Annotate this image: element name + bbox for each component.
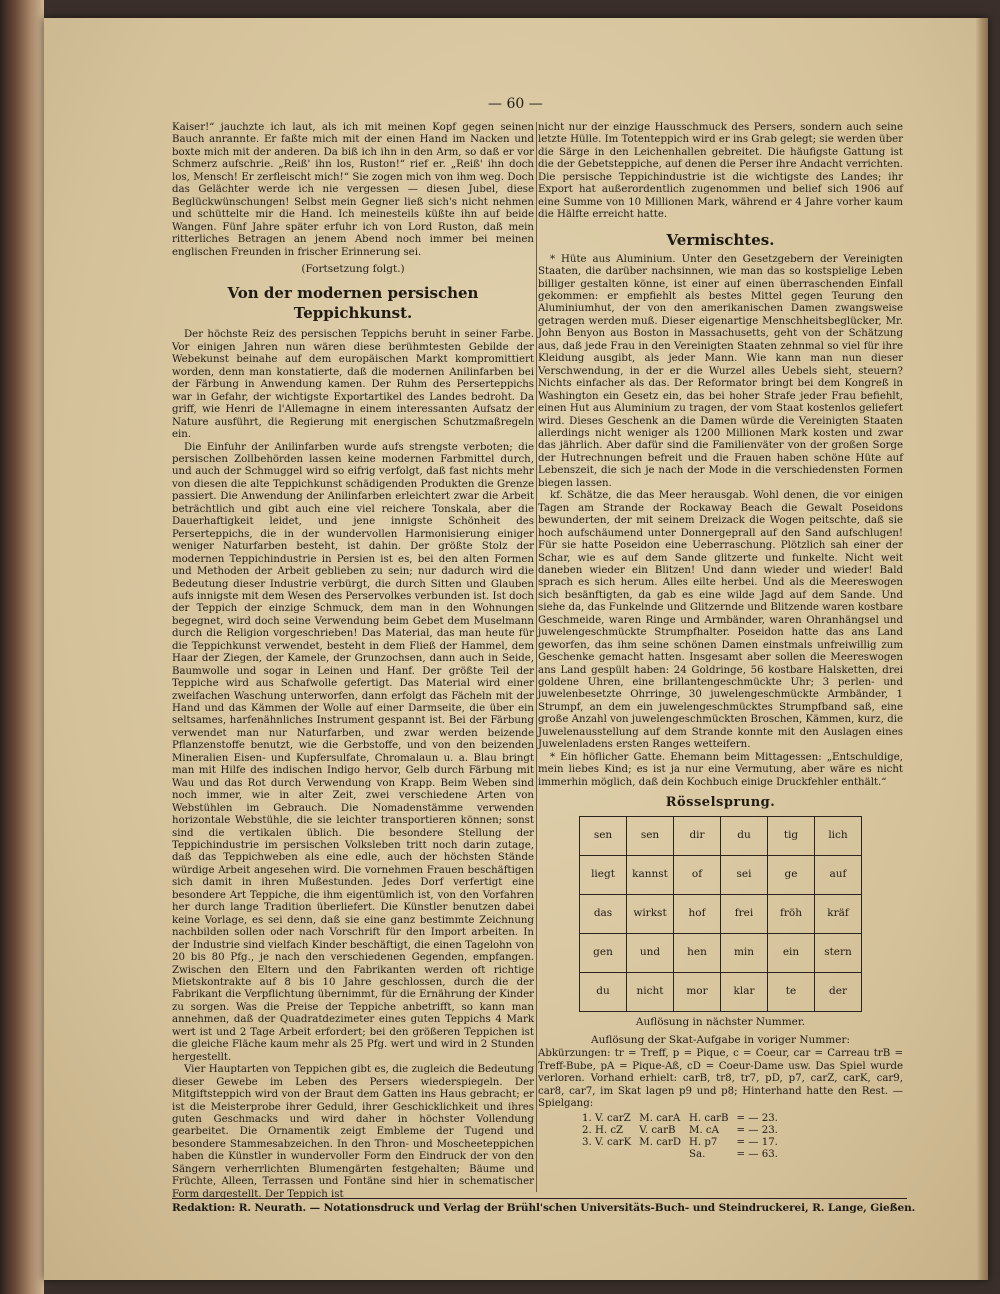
score-cell [639, 1149, 689, 1161]
puzzle-cell: du [580, 972, 627, 1011]
puzzle-row [580, 933, 862, 972]
puzzle-cell: kräf [815, 894, 862, 933]
score-cell [582, 1149, 639, 1161]
misc-item: * Hüte aus Aluminium. Unter den Gesetzgebern der Vereinigten Staaten, die darüber nachsinnen, wie man das so kostspielige Leben billiger gestalten könne, ist einer auf einen überraschenden Einfall gekommen: er empfiehlt als bestes Mittel gegen Teurung den Aluminiumhut, der von den amerikanischen Damen zwangsweise getragen werden muß. Dieser eigenartige Menschheitsbeglücker, Mr. John Benyon aus Boston in Massachusetts, geht von der Schätzung aus, daß jede Frau in den Vereinigten Staaten zehnmal so viel für ihre Kleidung ausgibt, als jeder Mann. Wie kann man nun dieser Verschwendung, in der er die Wurzel alles Uebels sieht, steuern? Nichts einfacher als das. Der Reformator bringt bei dem Kongreß in Washington ein Gesetz ein, das bei hoher Strafe jeder Frau befiehlt, einen Hut aus Aluminium zu tragen, der vom Staat kostenlos geliefert wird. Dieses Geschenk an die Damen würde die Vereinigten Staaten allerdings nicht weniger als 1200 Millionen Mark kosten und zwar das jährlich. Aber dafür sind die Familienväter von der großen Sorge der Hutrechnungen befreit und die Frauen haben schöne Hüte auf Lebenszeit, die sich je nach der Mode in die verschiedensten Formen biegen lassen. [538, 253, 903, 489]
puzzle-row [580, 855, 862, 894]
puzzle-cell: mor [674, 972, 721, 1011]
puzzle-cell: der [815, 972, 862, 1011]
puzzle-cell: wirkst [627, 894, 674, 933]
puzzle-cell: lich [815, 816, 862, 855]
puzzle-cell: gen [580, 933, 627, 972]
puzzle-cell: sei [721, 855, 768, 894]
puzzle-cell: kannst [627, 855, 674, 894]
left-column [172, 122, 534, 1201]
puzzle-cell: hof [674, 894, 721, 933]
puzzle-cell: tig [768, 816, 815, 855]
score-row [582, 1125, 786, 1137]
column-divider [536, 122, 537, 1192]
score-cell: 1. V. carZ [582, 1112, 631, 1124]
puzzle-cell: auf [815, 855, 862, 894]
puzzle-title: Rösselsprung. [665, 795, 776, 811]
score-cell: H. carB [689, 1112, 729, 1124]
book-spine-edge [0, 0, 44, 1294]
score-cell: M. carA [639, 1112, 681, 1124]
score-cell: V. carB [639, 1124, 676, 1136]
puzzle-cell: of [674, 855, 721, 894]
puzzle-cell: ge [768, 855, 815, 894]
puzzle-cell: das [580, 894, 627, 933]
article-title: Von der modernen persischen Teppichkunst. [227, 284, 479, 323]
skat-solution-title: Auflösung der Skat-Aufgabe in voriger Nummer: [590, 1034, 851, 1047]
score-row [582, 1113, 786, 1125]
puzzle-cell: stern [815, 933, 862, 972]
puzzle-cell: nicht [627, 972, 674, 1011]
right-column [538, 122, 903, 1161]
score-cell: M. carD [639, 1136, 682, 1148]
misc-title: Vermischtes. [666, 230, 775, 249]
puzzle-cell: fröh [768, 894, 815, 933]
puzzle-cell: du [721, 816, 768, 855]
puzzle-cell: dir [674, 816, 721, 855]
article-paragraph: Vier Hauptarten von Teppichen gibt es, die zugleich die Bedeutung dieser Gewebe im Leben des Persers wiederspiegeln. Der Mitgiftsteppich wird von der Braut dem Gatten ins Haus gebracht; er ist die Meisterprobe ihrer Geduld, ihrer Geschicklichkeit und ihres guten Geschmacks und wird daher in höchster Vollendung gearbeitet. Die Ornamentik zeigt Embleme der Tugend und besondere Stammesabzeichen. In den Thron- und Moscheeteppichen haben die Künstler in wundervoller Form den Eindruck der von den Sängern verherrlichten Blumengärten festgehalten; Bäume und Früchte, Alleen, Terrassen und Fontäne sind hier in schematischer Form dargestellt. Der Teppich ist [172, 1064, 534, 1200]
page-stack-edge [976, 18, 988, 1280]
puzzle-cell: ein [768, 933, 815, 972]
score-cell: H. p7 [689, 1136, 718, 1148]
score-row [582, 1137, 786, 1149]
puzzle-cell: te [768, 972, 815, 1011]
puzzle-cell: klar [721, 972, 768, 1011]
score-cell: = — 23. [736, 1124, 778, 1136]
article-paragraph: Die Einfuhr der Anilinfarben wurde aufs strengste verboten; die persischen Zollbehörden lassen keine modernen Farbmittel durch, und auch der Schmuggel wird so eifrig verfolgt, daß fast nichts mehr von diesen die alte Teppichkunst schädigenden Produkten die Grenze passiert. Die Anwendung der Anilinfarben erleichtert zwar die Arbeit beträchtlich und gibt auch eine viel reichere Tonskala, aber die Dauerhaftigkeit leidet, und jene innigste Schönheit des Perserteppichs, die in der wundervollen Harmonisierung einiger weniger Naturfarben besteht, ist dahin. Der größte Stolz der modernen Teppichindustrie in Persien ist es, bei den alten Formen und Methoden der Arbeit geblieben zu sein; nur dadurch wird die Bedeutung dieser Industrie verbürgt, die durch Sitten und Glauben aufs innigste mit dem Wesen des Perservolkes verbunden ist. Ist doch der Teppich der einzige Schmuck, dem man in den Wohnungen begegnet, wird doch seine Verwendung beim Gebet dem Muselmann durch die Religion vorgeschrieben! Das Material, das man heute für die Teppichkunst verwendet, besteht in dem Fließ der Hammel, dem Haar der Ziegen, der Kamele, der Grunzochsen, dann auch in Seide, Baumwolle und sogar in Leinen und Hanf. Der größte Teil der Teppiche wird aus Schafwolle gefertigt. Das Material wird einer zweifachen Waschung unterworfen, dann erfolgt das Fächeln mit der Hand und das Kämmen der Wolle auf einer Darmseite, die über ein seltsames, harfenähnliches Instrument gespannt ist. Bei der Färbung verwendet man nur Naturfarben, und zwar werden beizende Pflanzenstoffe benutzt, wie die Gerbstoffe, und von den beizenden Mineralien Eisen- und Kupfersulfate, Chromalaun u. a. Blau bringt man mit Hilfe des indischen Indigo hervor, Gelb durch Färbung mit Wau und das Rot durch Verwendung von Krapp. Beim Weben sind noch immer, wie in alter Zeit, zwei verschiedene Arten von Webstühlen im Gebrauch. Die Nomadenstämme verwenden horizontale Webstühle, die sie leichter transportieren können; sonst sind die vertikalen üblich. Die besondere Stellung der Teppichindustrie im persischen Volksleben tritt noch darin zutage, daß das Teppichweben als eine edle, auch der höchsten Stände würdige Arbeit angesehen wird. Die vornehmen Frauen beschäftigen sich damit in ihren Mußestunden. Jedes Dorf verfertigt eine besondere Art Teppiche, die ihm eigentümlich ist, von den Vorfahren her durch lange Tradition überliefert. Die Künstler benutzen dabei keine Vorlage, es sei denn, daß sie eine ganz bestimmte Zeichnung nachbilden sollen oder nach Vorschrift für den Import arbeiten. In der Industrie sind vielfach Kinder beschäftigt, die einen Tagelohn von 20 bis 80 Pfg., je nach den verschiedenen Gegenden, empfangen. Zwischen den Eltern und den Fabrikanten werden oft richtige Mietskontrakte auf 8 bis 10 Jahre geschlossen, durch die der Fabrikant die Verpflichtung übernimmt, für die Ernährung der Kinder zu sorgen. Was die Preise der Teppiche anbetrifft, so kann man annehmen, daß der Quadratdezimeter eines guten Teppichs 4 Mark wert ist und 2 Tage Arbeit erfordert; bei den größeren Teppichen ist die gleiche Fläche kaum mehr als 25 Pfg. wert und wird in 2 Stunden hergestellt. [172, 441, 534, 1063]
puzzle-row [580, 894, 862, 933]
puzzle-cell: hen [674, 933, 721, 972]
puzzle-cell: sen [580, 816, 627, 855]
misc-item: * Ein höflicher Gatte. Ehemann beim Mittagessen: „Entschuldige, mein liebes Kind; es ist ja nur eine Vermutung, aber wäre es nicht immerhin möglich, daß dein Kochbuch einige Druckfehler enthält.“ [538, 751, 903, 788]
puzzle-cell: und [627, 933, 674, 972]
score-cell: M. cA [689, 1124, 719, 1136]
puzzle-cell: sen [627, 816, 674, 855]
score-cell: = — 63. [736, 1148, 778, 1160]
imprint-footer: Redaktion: R. Neurath. — Notationsdruck und Verlag der Brühl'schen Universitäts-Buch- und Steindruckerei, R. Lange, Gießen. [172, 1198, 907, 1214]
puzzle-row [580, 972, 862, 1011]
continued-note: (Fortsetzung folgt.) [301, 262, 405, 275]
skat-score-table [582, 1113, 786, 1161]
article-continuation: nicht nur der einzige Hausschmuck des Persers, sondern auch seine letzte Hülle. Im Totenteppich wird er ins Grab gelegt; sie werden über die Särge in den Leichenhallen gebreitet. Die häufigste Gattung ist die der Gebetsteppiche, auf denen die Perser ihre Andacht verrichten. Die persische Teppichindustrie ist die wichtigste des Landes; ihr Export hat außerordentlich zugenommen und belief sich 1906 auf eine Summe von 10 Millionen Mark, während er 4 Jahre vorher kaum die Hälfte erreicht hatte. [538, 122, 903, 221]
score-cell: 3. V. carK [582, 1136, 632, 1148]
page-number: — 60 — [488, 96, 543, 112]
puzzle-cell: frei [721, 894, 768, 933]
score-cell: Sa. [689, 1148, 706, 1160]
score-row [582, 1149, 786, 1161]
article-paragraph: Der höchste Reiz des persischen Teppichs beruht in seiner Farbe. Vor einigen Jahren nun wären diese berühmtesten Gebilde der Webekunst beinahe auf dem europäischen Markt kompromittiert worden, denn man konstatierte, daß die modernen Anilinfarben bei der Färbung in Anwendung kamen. Der Ruhm des Perserteppichs war in Gefahr, der wichtigste Exportartikel des Landes bedroht. Da griff, wie Henri de l'Allemagne in einem interessanten Aufsatz der Nature ausführt, die Regierung mit energischen Schutzmaßregeln ein. [172, 329, 534, 441]
puzzle-solution-note: Auflösung in nächster Nummer. [635, 1015, 806, 1028]
score-cell: 2. H. cZ [582, 1124, 624, 1136]
puzzle-row [580, 816, 862, 855]
story-ending-paragraph: Kaiser!“ jauchzte ich laut, als ich mit meinen Kopf gegen seinen Bauch anrannte. Er faßte mich mit der einen Hand im Nacken und boxte mich mit der anderen. Da biß ich ihn in den Arm, so daß er vor Schmerz aufschrie. „Reiß' ihn los, Ruston!“ rief er. „Reiß' ihn doch los, Mensch! Er zerfleischt mich!“ Sie zogen mich von ihm weg. Doch das Gelächter werde ich nie vergessen — diesen Jubel, diese Beglückwünschungen! Selbst mein Gegner ließ sich's nicht nehmen und schüttelte mir die Hand. Ich meinesteils küßte ihn auf beide Wangen. Fünf Jahre später erfuhr ich von Lord Ruston, daß mein ritterliches Betragen an jenem Abend noch immer bei meinen englischen Freunden in frischer Erinnerung sei. [172, 122, 534, 258]
puzzle-cell: liegt [580, 855, 627, 894]
score-cell: = — 17. [736, 1136, 778, 1148]
puzzle-cell: min [721, 933, 768, 972]
misc-item: kf. Schätze, die das Meer herausgab. Wohl denen, die vor einigen Tagen am Strande der Rockaway Beach die Gewalt Poseidons bewunderten, der mit seinem Dreizack die Wogen peitschte, daß sie hoch aufschäumend unter Donnergeprall auf den Sand aufschlugen! Für sie hatte Poseidon eine Ueberraschung. Plötzlich sah einer der Schar, wie es auf dem Sande glitzerte und funkelte. Nicht weit daneben wieder ein Blitzen! Und dann wieder und wieder! Bald sprach es sich herum. Alles eilte herbei. Und als die Meereswogen sich besänftigten, da gab es eine wilde Jagd auf dem Sande. Und siehe da, das Funkelnde und Glitzernde und Blitzende waren kostbare Geschmeide, waren Ringe und Armbänder, waren Ohranhängsel und juwelengeschmückte Strumpfhalter. Poseidon hatte das ans Land geworfen, das ihm seine schönen Damen einstmals unfreiwillig zum Geschenke gemacht hatten. Insgesamt aber sollen die Meereswogen ans Land gespült haben: 24 Goldringe, 56 kostbare Halsketten, drei goldene Uhren, eine brillantengeschmückte Uhr; 3 perlen- und juwelenbesetzte Ohrringe, 30 juwelengeschmückte Armbänder, 1 Strumpf, an dem ein juwelengeschmücktes Strumpfband saß, eine große Anzahl von juwelengeschmückten Broschen, Kämmen, kurz, die Juwelenausstellung auf dem Strande konnte mit den Auslagen eines Juwelenladens ersten Ranges wetteifern. [538, 490, 903, 751]
skat-solution-text: Abkürzungen: tr = Treff, p = Pique, c = Coeur, car = Carreau trB = Treff-Bube, pA = Pique-Aß, cD = Coeur-Dame usw. Das Spiel wurde verloren. Vorhand erhielt: carB, tr8, tr7, pD, p7, carZ, carK, car9, car8, car7, im Skat lagen p9 und p8; Hinterhand hatte den Rest. — Spielgang: [538, 1048, 903, 1110]
knight-move-puzzle [579, 816, 862, 1012]
score-cell: = — 23. [736, 1112, 778, 1124]
